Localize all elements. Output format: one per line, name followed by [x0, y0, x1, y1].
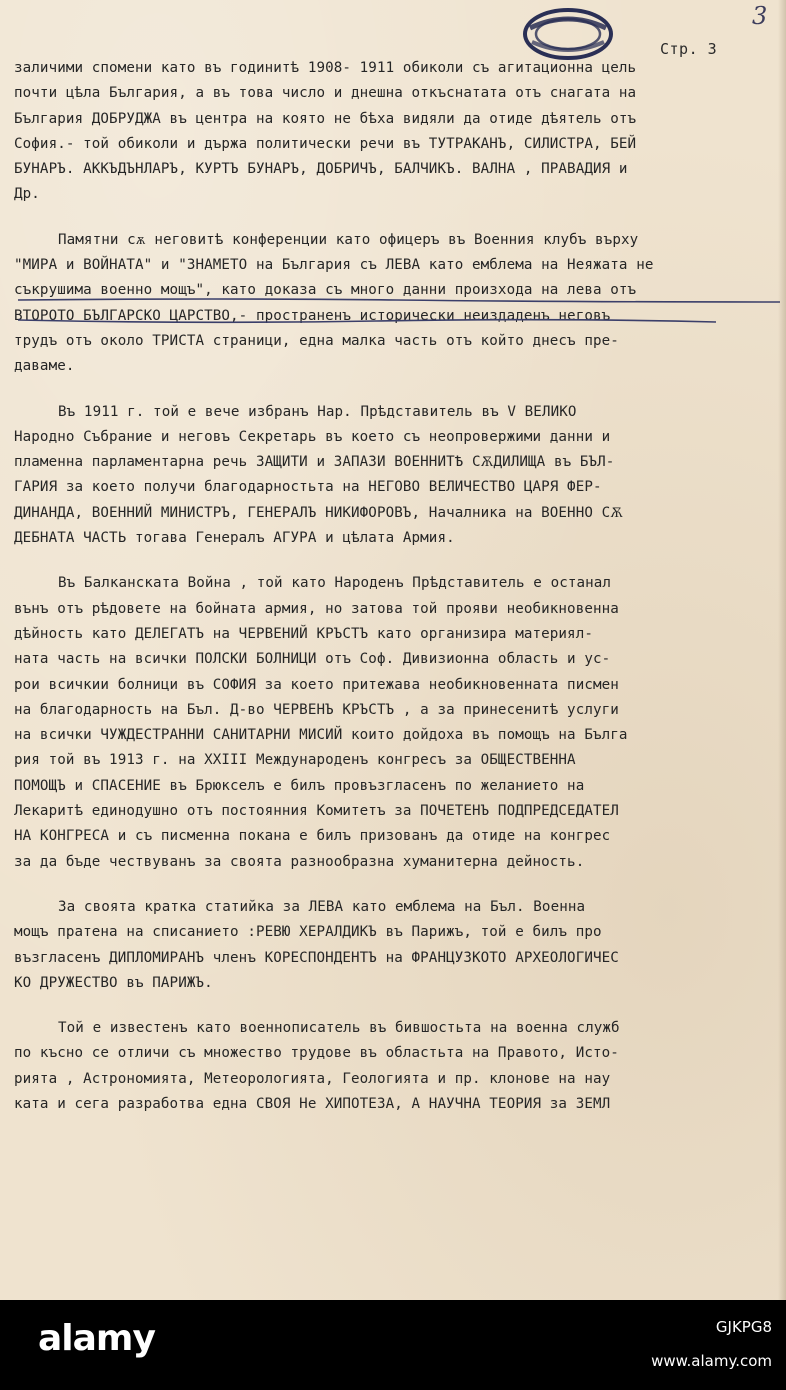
text-line: съкрушима военно мощъ", като доказа съ много данни произхода на лева отъ [14, 282, 637, 299]
text-line: София.- той обиколи и държа политически речи въ ТУТРАКАНЪ, СИЛИСТРА, БЕЙ [14, 135, 637, 152]
paragraph [14, 571, 774, 875]
paragraph-gap [14, 996, 774, 1016]
text-line: рията , Астрономията, Метеорологията, Геологията и пр. клонове на нау [14, 1070, 611, 1087]
text-line: БУНАРЪ. АККЪДЪНЛАРЪ, КУРТЪ БУНАРЪ, ДОБРИЧЪ, БАЛЧИКЪ. ВАЛНА , ПРАВАДИЯ и [14, 161, 628, 178]
text-line: Памятни сѫ неговитѣ конференции като офицеръ въ Военния клубъ върху [58, 231, 639, 248]
document-body [14, 56, 774, 1117]
watermark-footer [0, 1300, 786, 1390]
text-line: възгласенъ ДИПЛОМИРАНЪ членъ КОРЕСПОНДЕНТЪ на ФРАНЦУЗКОТО АРХЕОЛОГИЧЕС [14, 949, 619, 966]
text-line: България ДОБРУДЖА въ центра на която не бѣха видяли да отиде дѣятель отъ [14, 110, 637, 127]
text-line: трудъ отъ около ТРИСТА страници, една малка часть отъ който днесъ пре- [14, 332, 619, 349]
text-line: ДЕБНАТА ЧАСТЬ тогава Генералъ АГУРА и цѣлата Армия. [14, 530, 455, 547]
text-line: За своята кратка статийка за ЛЕВА като емблема на Бъл. Военна [58, 898, 586, 915]
text-line: ГАРИЯ за което получи благодарностьта на НЕГОВО ВЕЛИЧЕСТВО ЦАРЯ ФЕР- [14, 479, 602, 496]
text-line: дѣйность като ДЕЛЕГАТЪ на ЧЕРВЕНИЙ КРЪСТЪ като организира материял- [14, 625, 593, 642]
text-line: по късно се отличи съ множество трудове въ областьта на Правото, Исто- [14, 1045, 619, 1062]
text-line: ДИНАНДА, ВОЕННИЙ МИНИСТРЪ, ГЕНЕРАЛЪ НИКИФОРОВЪ, Началника на ВОЕННО СѪ [14, 504, 624, 521]
text-line: мощъ пратена на списанието :РЕВЮ ХЕРАЛДИКЪ въ Парижъ, той е билъ про [14, 924, 602, 941]
handwritten-underline [16, 296, 782, 326]
text-line: "МИРА и ВОЙНАТА" и "ЗНАМЕТО на България съ ЛЕВА като емблема на Неяжата не [14, 257, 654, 274]
text-line: Др. [14, 186, 40, 203]
text-line: пламенна парламентарна речь ЗАЩИТИ и ЗАПАЗИ ВОЕННИТѢ СѪДИЛИЩА въ БЪЛ- [14, 454, 615, 471]
text-line: почти цѣла България, а въ това число и днешна откъснатата отъ снагата на [14, 85, 637, 102]
text-line: ната часть на всички ПОЛСКИ БОЛНИЦИ отъ Соф. Дивизионна область и ус- [14, 651, 611, 668]
text-line: НА КОНГРЕСА и съ писменна покана е билъ призованъ да отиде на конгрес [14, 828, 611, 845]
paragraph [14, 895, 774, 996]
image-code: GJKPG8 [715, 1318, 772, 1336]
corner-page-number: 3 [752, 2, 768, 30]
text-line: рия той въ 1913 г. на XXIII Международенъ конгресъ за ОБЩЕСТВЕННА [14, 752, 576, 769]
text-line: за да бъде чествуванъ за своята разнообразна хуманитерна дейность. [14, 853, 585, 870]
paragraph-gap [14, 551, 774, 571]
text-line: Той е известенъ като военнописатель въ бившостьта на военна служб [58, 1020, 620, 1037]
text-line: Въ Балканската Война , той като Народенъ Прѣдставитель е останал [58, 575, 612, 592]
paragraph-gap [14, 875, 774, 895]
text-line: Въ 1911 г. той е вече избранъ Нар. Прѣдставитель въ V ВЕЛИКО [58, 403, 577, 420]
paragraph [14, 56, 774, 208]
paragraph [14, 400, 774, 552]
text-line: рои всичкии болници въ СОФИЯ за което притежава необикновенната писмен [14, 676, 619, 693]
text-line: ПОМОЩЪ и СПАСЕНИЕ въ Брюкселъ е билъ провъзгласенъ по желанието на [14, 777, 585, 794]
footer-url: www.alamy.com [651, 1352, 772, 1370]
ink-stamp-icon [522, 6, 614, 62]
text-line: Народно Събрание и неговъ Секретарь въ което съ неопровержими данни и [14, 428, 611, 445]
text-line: на благодарность на Бъл. Д-во ЧЕРВЕНЪ КРЪСТЪ , а за принесенитѣ услуги [14, 701, 619, 718]
text-line: ВТОРОТО БЪЛГАРСКО ЦАРСТВО,- пространенъ исторически неиздаденъ неговъ [14, 307, 611, 324]
paragraph [14, 1016, 774, 1117]
text-line: на всички ЧУЖДЕСТРАННИ САНИТАРНИ МИСИЙ които дойдоха въ помощъ на Бълга [14, 727, 628, 744]
text-line: КО ДРУЖЕСТВО въ ПАРИЖЪ. [14, 974, 213, 991]
text-line: ката и сега разработва една СВОЯ Не ХИПОТЕЗА, А НАУЧНА ТЕОРИЯ за ЗЕМЛ [14, 1095, 611, 1112]
paragraph-gap [14, 380, 774, 400]
page-number: Стр. 3 [660, 40, 718, 58]
text-line: вънъ отъ рѣдовете на бойната армия, но затова той прояви необикновенна [14, 600, 619, 617]
alamy-logo: alamy [38, 1318, 155, 1359]
text-line: Лекаритѣ единодушно отъ постоянния Комитетъ за ПОЧЕТЕНЪ ПОДПРЕДСЕДАТЕЛ [14, 803, 619, 820]
text-line: даваме. [14, 358, 75, 375]
text-line: заличими спомени като въ годинитѣ 1908- 1911 обиколи съ агитационна цель [14, 60, 637, 76]
paragraph-gap [14, 208, 774, 228]
